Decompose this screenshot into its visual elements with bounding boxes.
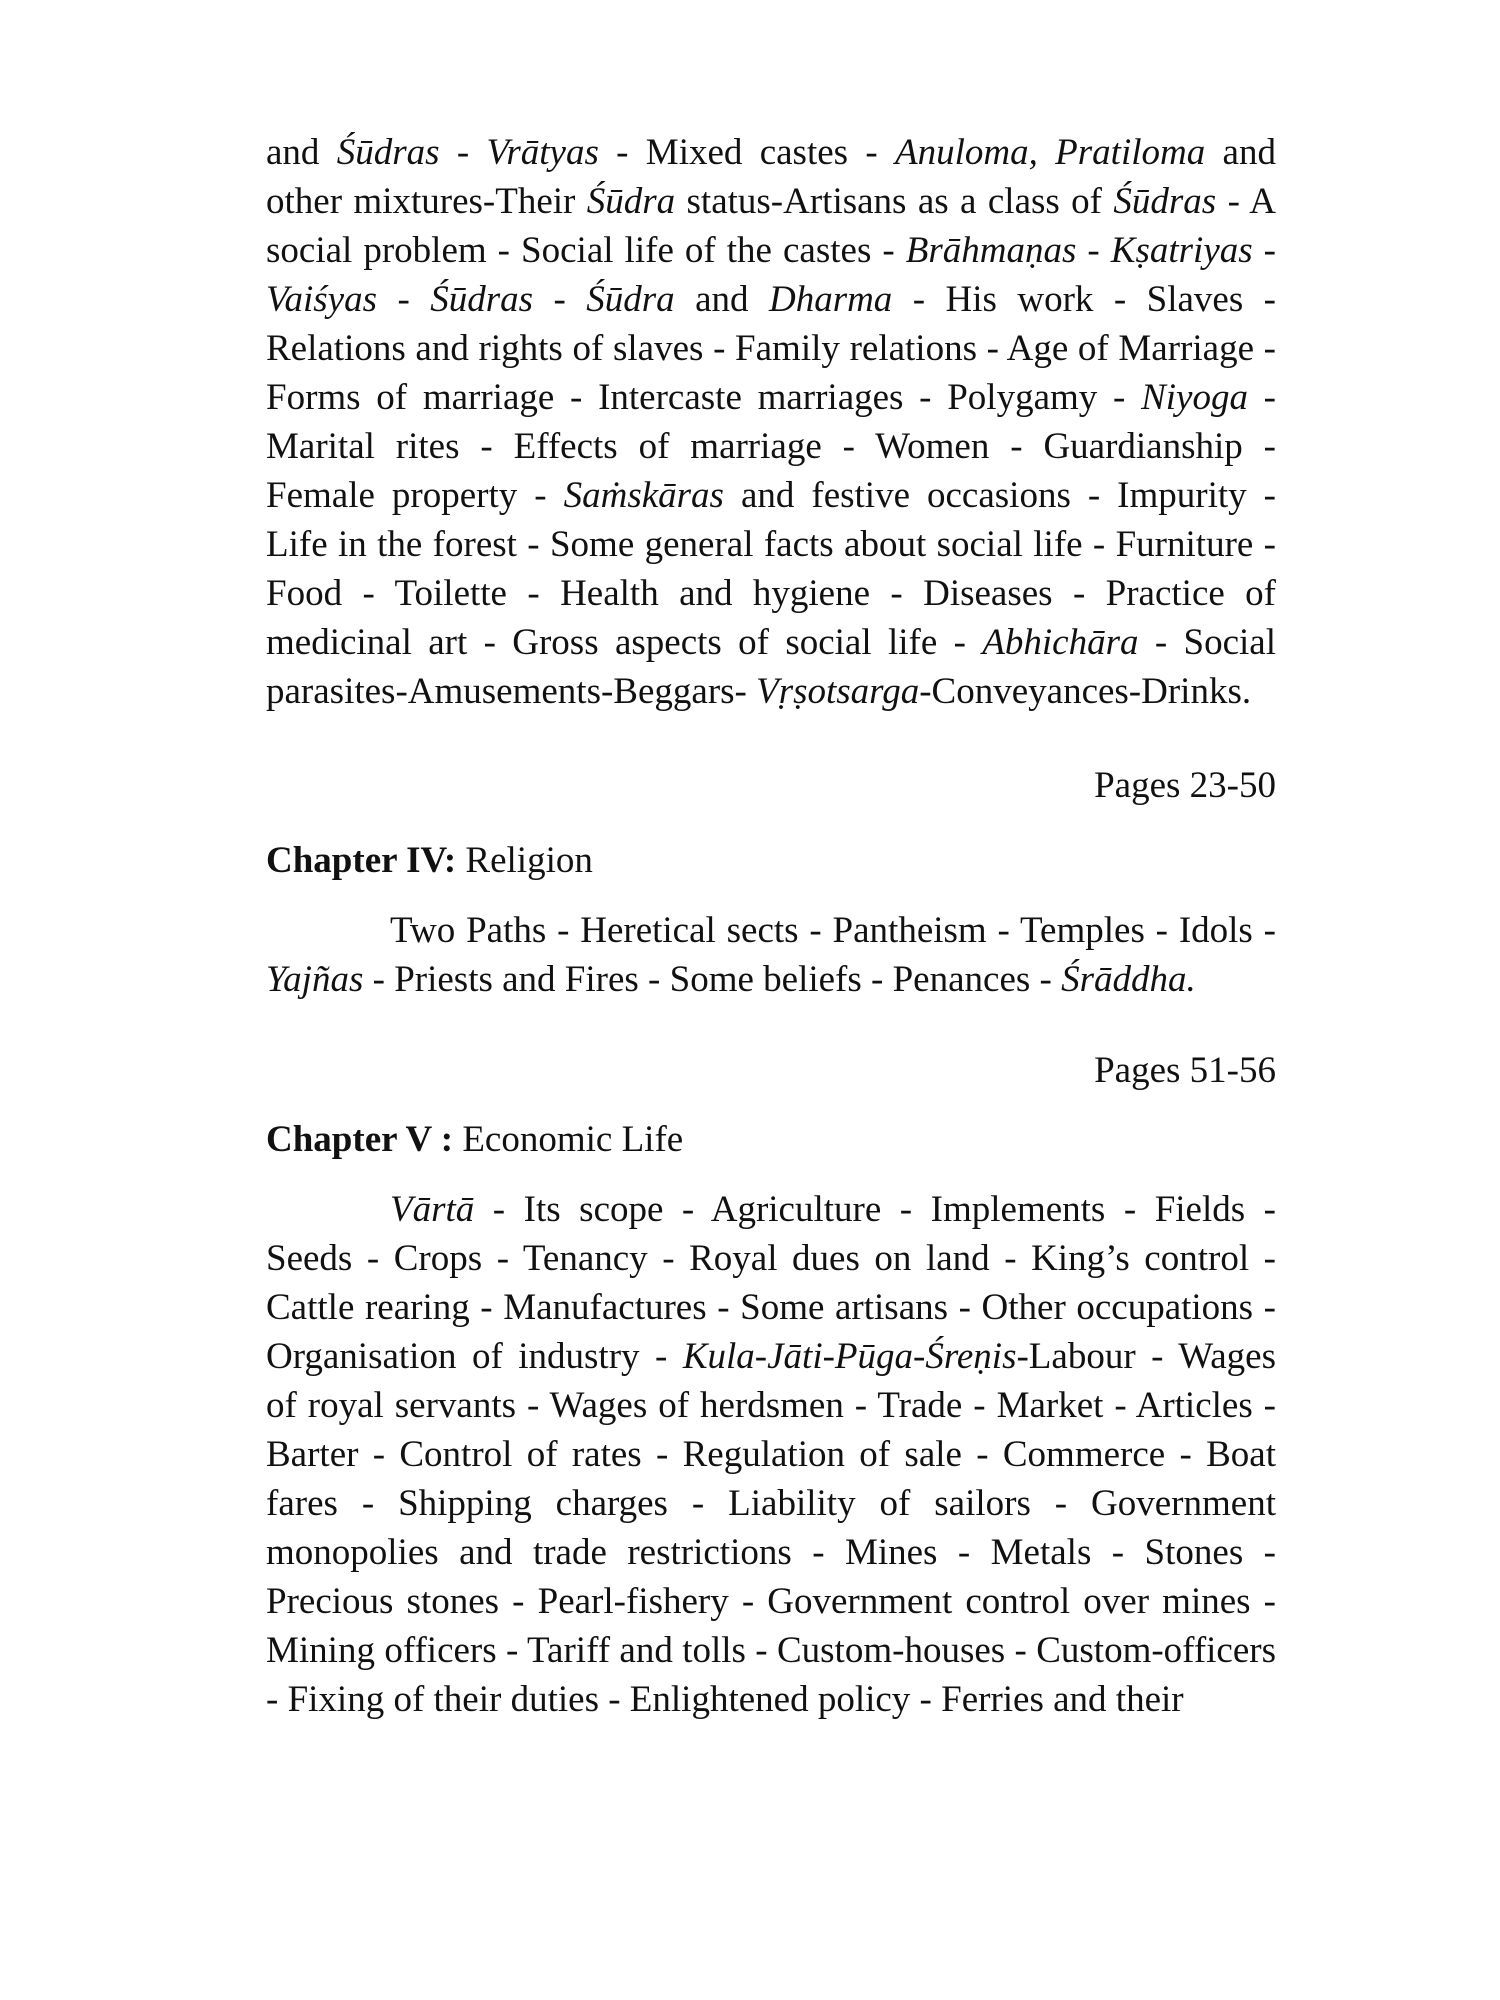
italic-term: Abhichāra [982, 622, 1139, 663]
text-run: - [377, 279, 431, 320]
italic-term: Śūdras [1113, 181, 1217, 222]
chapter-5-title: Economic Life [453, 1119, 684, 1160]
text-run: - Marital rites - Effects of marriage - Women - Guardianship - Female property - [266, 377, 1276, 516]
italic-term: Vārtā [390, 1189, 475, 1230]
italic-term: Kula-Jāti-Pūga-Śreṇis [682, 1336, 1017, 1377]
chapter-4-contents-paragraph [266, 906, 1276, 1004]
chapter-4-title: Religion [456, 840, 593, 881]
document-page [266, 128, 1276, 1724]
chapter-3-contents-paragraph [266, 128, 1276, 716]
text-run: Two Paths - Heretical sects - Pantheism - Temples - Idols - [390, 910, 1276, 951]
italic-term: Saṁskāras [563, 475, 724, 516]
italic-term: Śūdra [586, 181, 676, 222]
text-run: and [674, 279, 769, 320]
italic-term: Śūdras [430, 279, 534, 320]
text-run: - His work - Slaves - Relations and rights of slaves - Family relations - Age of Marriage - Forms of marriage - Intercaste marriages - Polygamy - [266, 279, 1276, 418]
text-run: - [533, 279, 587, 320]
text-run: - Mixed castes - [598, 132, 896, 173]
text-run: - A social problem - Social life of the castes - [266, 181, 1276, 271]
italic-term: Yajñas [266, 959, 364, 1000]
italic-term: Anuloma, Pratiloma [895, 132, 1206, 173]
chapter-4-page-range: Pages 51-56 [1094, 1050, 1276, 1091]
text-run: - [1076, 230, 1111, 271]
italic-term: Vaiśyas [266, 279, 377, 320]
text-run: and [266, 132, 337, 173]
text-run: - [1252, 230, 1276, 271]
chapter-5-label: Chapter V : [266, 1119, 454, 1160]
text-run: - Priests and Fires - Some beliefs - Penances - [363, 959, 1062, 1000]
italic-term: Śūdra [586, 279, 675, 320]
text-run: and other mixtures-Their [266, 132, 1276, 222]
text-run: and festive occasions - Impurity - Life in the forest - Some general facts about social life - Furniture - Food - Toilette - Health and hygiene - Diseases - Practice of medicinal art - Gross aspects of social life - [266, 475, 1276, 663]
text-run: - Social parasites-Amusements-Beggars- [266, 622, 1276, 712]
chapter-5-heading [266, 1115, 1276, 1164]
italic-term: Śūdras [336, 132, 440, 173]
text-run: - [439, 132, 487, 173]
chapter-3-page-range: Pages 23-50 [1094, 765, 1276, 806]
italic-term: Dharma [768, 279, 893, 320]
text-run: -Labour - Wages of royal servants - Wages of herdsmen - Trade - Market - Articles - Barter - Control of rates - Regulation of sale - Commerce - Boat fares - Shipping charges - Liability of sailors - Government monopolies and trade restrictions - Mines - Metals - Stones - Precious stones - Pearl-fishery - Government control over mines - Mining officers - Tariff and tolls - Custom-houses - Custom-officers - Fixing of their duties - Enlightened policy - Ferries and their [266, 1336, 1276, 1720]
chapter-4-heading [266, 836, 1276, 885]
italic-term: Vṛṣotsarga [756, 671, 920, 712]
text-run: - Its scope - Agriculture - Implements - Fields - Seeds - Crops - Tenancy - Royal dues on land - King’s control - Cattle rearing - Manufactures - Some artisans - Other occupations - Organisation of industry - [266, 1189, 1276, 1377]
chapter-5-contents-paragraph [266, 1185, 1276, 1724]
text-run: -Conveyances-Drinks. [919, 671, 1252, 712]
italic-term: Kṣatriyas [1110, 230, 1253, 271]
italic-term: Brāhmaṇas [905, 230, 1077, 271]
italic-term: Śrāddha. [1061, 959, 1196, 1000]
italic-term: Niyoga [1141, 377, 1248, 418]
text-run: status-Artisans as a class of [675, 181, 1114, 222]
italic-term: Vrātyas [486, 132, 599, 173]
chapter-4-label: Chapter IV: [266, 840, 457, 881]
